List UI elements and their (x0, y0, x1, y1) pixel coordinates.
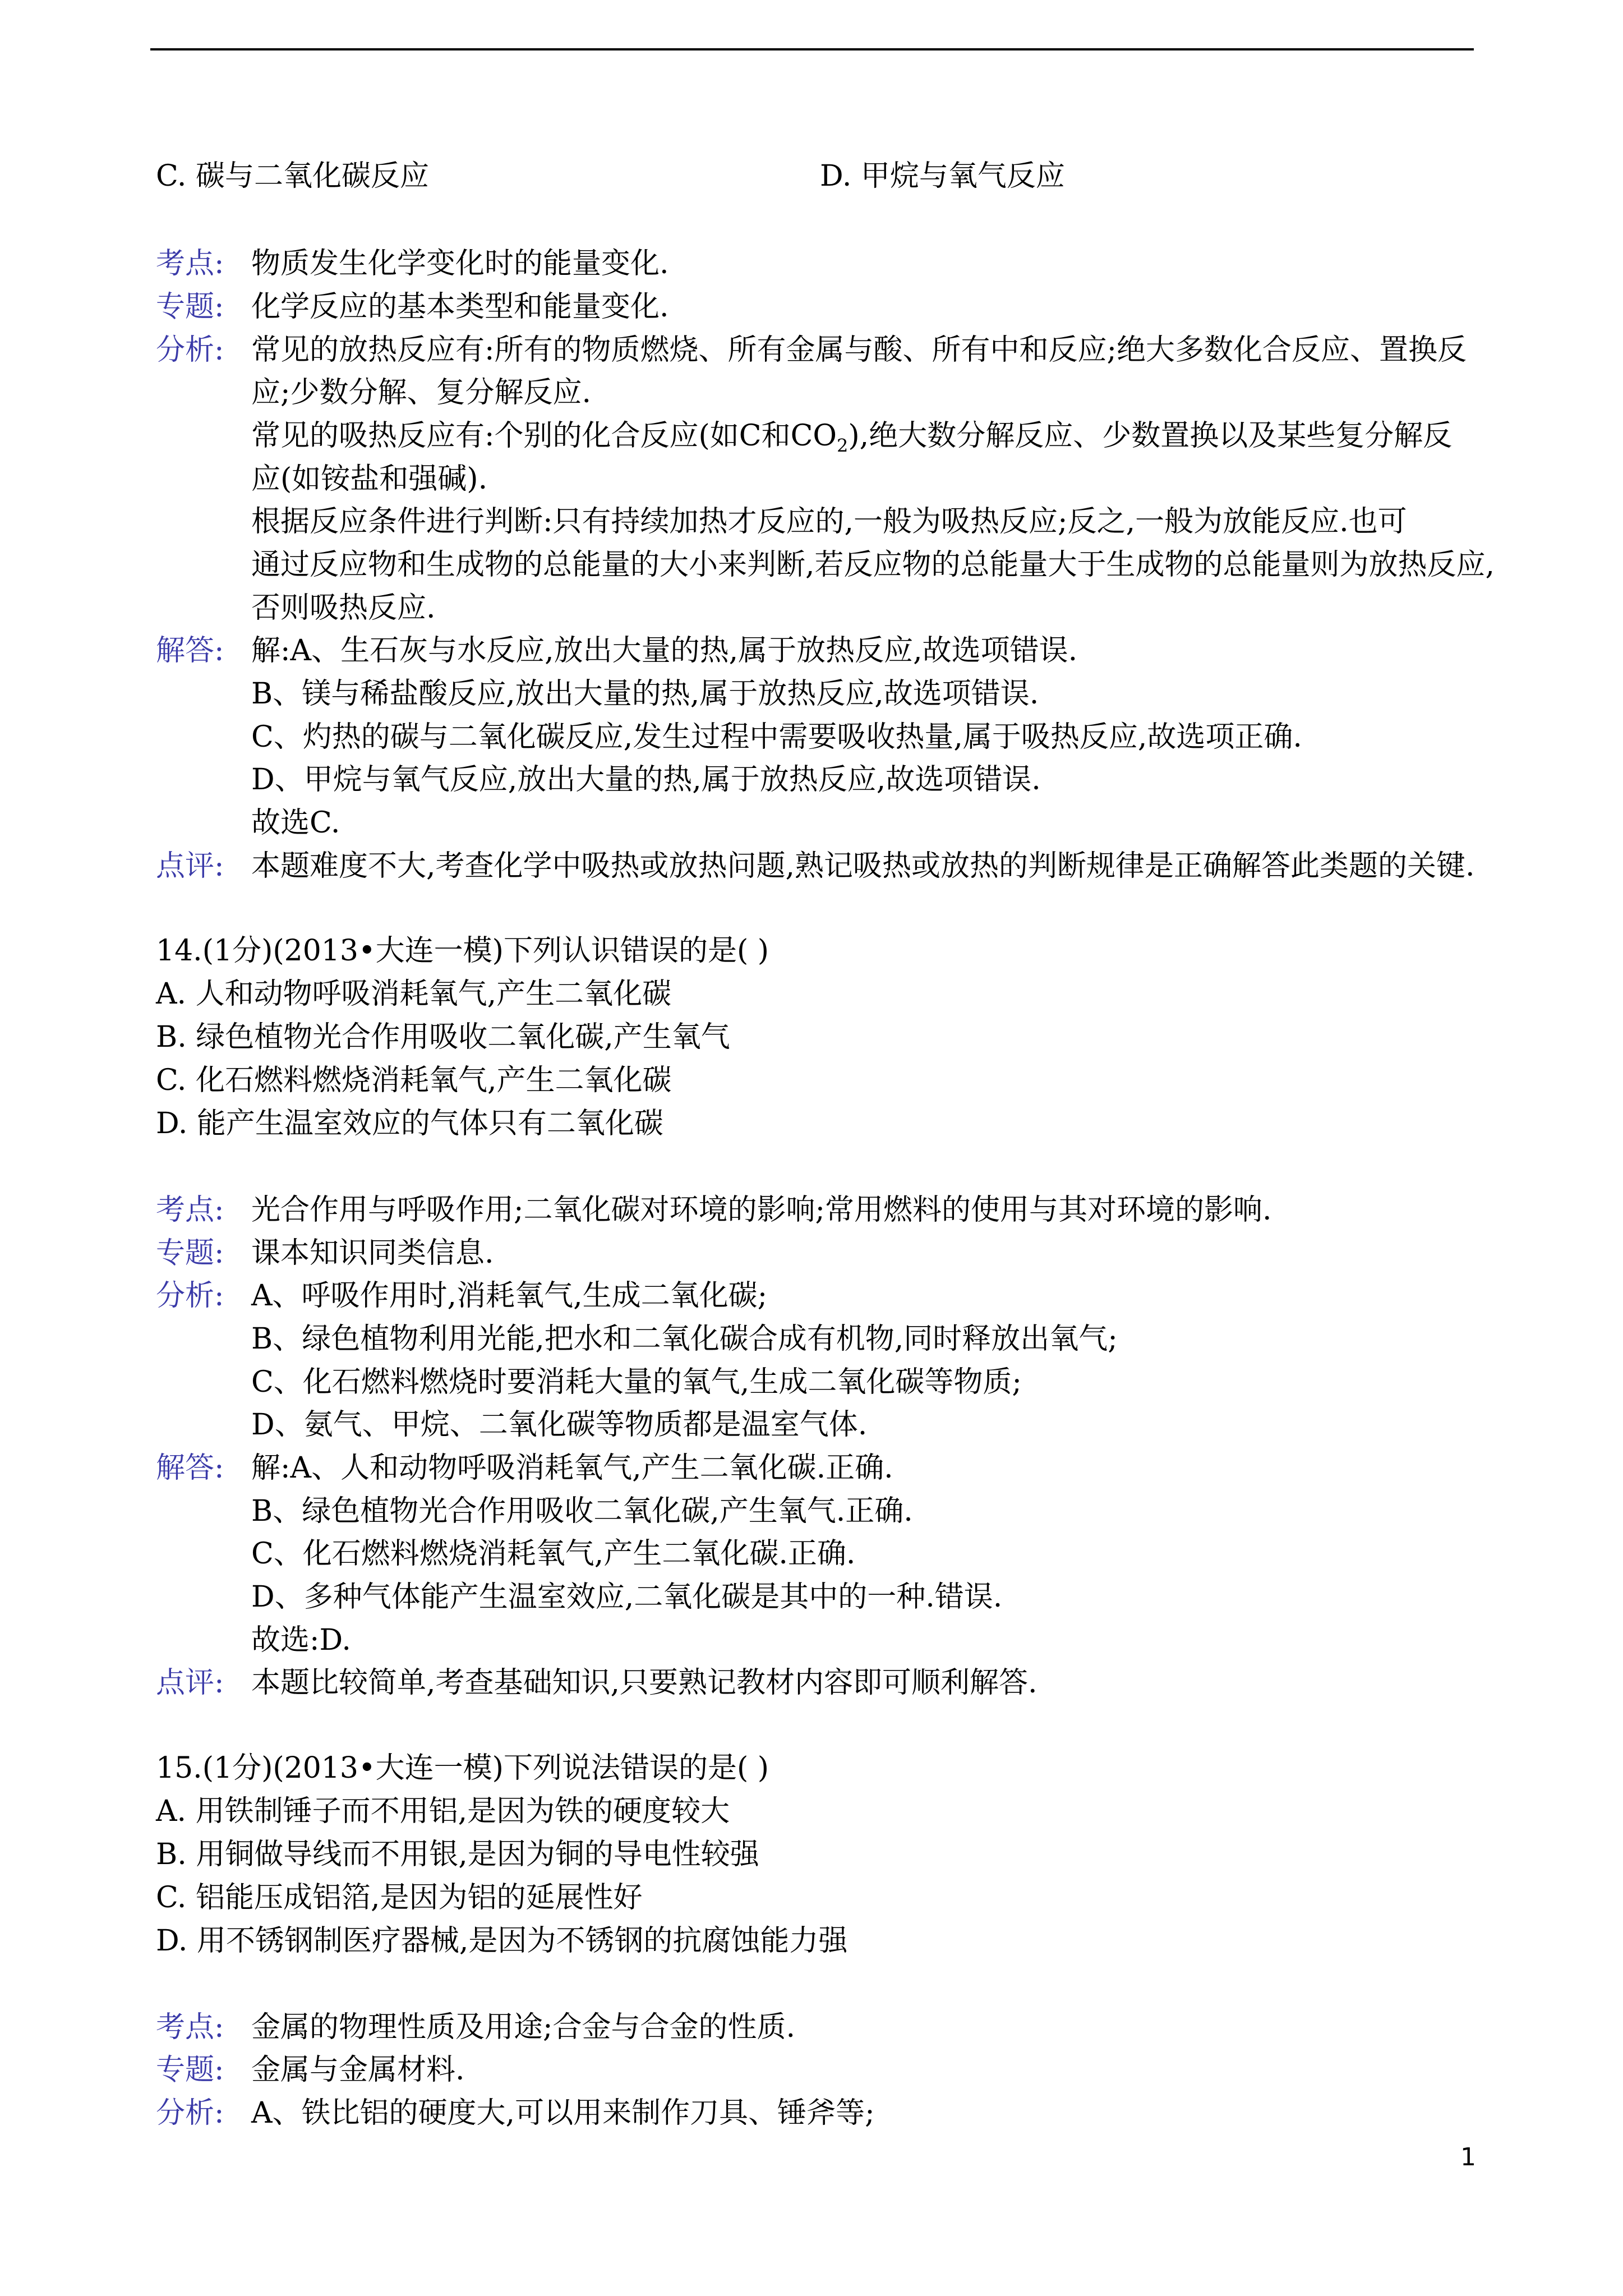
q14-fenxi-line: B、绿色植物利用光能,把水和二氧化碳合成有机物,同时释放出氧气; (251, 1322, 1118, 1356)
q14-jieda-line: C、化石燃料燃烧消耗氧气,产生二氧化碳.正确. (251, 1537, 856, 1571)
q13-kaodian-label: 考点: (156, 247, 224, 280)
q15-option-c: C. 铝能压成铝箔,是因为铝的延展性好 (156, 1881, 643, 1915)
q13-fenxi-subscript: 2 (837, 435, 849, 457)
header-rule (150, 48, 1474, 50)
q14-option-b: B. 绿色植物光合作用吸收二氧化碳,产生氧气 (156, 1020, 730, 1054)
q13-jieda-line: C、灼热的碳与二氧化碳反应,发生过程中需要吸收热量,属于吸热反应,故选项正确. (251, 720, 1302, 754)
q14-kaodian: 光合作用与呼吸作用;二氧化碳对环境的影响;常用燃料的使用与其对环境的影响. (251, 1193, 1272, 1227)
q14-fenxi-label: 分析: (156, 1279, 224, 1313)
page-number: 1 (1460, 2143, 1476, 2171)
q14-kaodian-label: 考点: (156, 1193, 224, 1227)
q15-kaodian-label: 考点: (156, 2010, 224, 2044)
q13-fenxi-line: 否则吸热反应. (251, 591, 436, 625)
q14-fenxi-line: A、呼吸作用时,消耗氧气,生成二氧化碳; (251, 1279, 768, 1313)
q14-option-d: D. 能产生温室效应的气体只有二氧化碳 (156, 1107, 663, 1140)
q14-zhuanti: 课本知识同类信息. (251, 1236, 494, 1270)
q14-fenxi-line: D、氨气、甲烷、二氧化碳等物质都是温室气体. (251, 1408, 868, 1442)
q15-option-a: A. 用铁制锤子而不用铝,是因为铁的硬度较大 (156, 1795, 730, 1828)
q13-fenxi-line: 应;少数分解、复分解反应. (251, 376, 592, 409)
q13-zhuanti-label: 专题: (156, 290, 224, 324)
q15-zhuanti: 金属与金属材料. (251, 2053, 465, 2087)
q15-option-b: B. 用铜做导线而不用银,是因为铜的导电性较强 (156, 1838, 759, 1871)
q14-dianping: 本题比较简单,考查基础知识,只要熟记教材内容即可顺利解答. (251, 1666, 1038, 1700)
q13-fenxi-line (251, 418, 1453, 457)
q14-jieda-line: 故选:D. (251, 1623, 351, 1657)
q15-option-d: D. 用不锈钢制医疗器械,是因为不锈钢的抗腐蚀能力强 (156, 1924, 848, 1958)
q14-option-a: A. 人和动物呼吸消耗氧气,产生二氧化碳 (156, 977, 672, 1011)
q14-jieda-label: 解答: (156, 1451, 224, 1485)
q15-fenxi-label: 分析: (156, 2096, 224, 2130)
q13-jieda-line: B、镁与稀盐酸反应,放出大量的热,属于放热反应,故选项错误. (251, 677, 1039, 711)
q15-zhuanti-label: 专题: (156, 2053, 224, 2087)
q15-fenxi-line: A、铁比铝的硬度大,可以用来制作刀具、锤斧等; (251, 2096, 875, 2130)
q15-stem: 15.(1分)(2013•大连一模)下列说法错误的是( ) (156, 1751, 769, 1785)
q14-jieda-line: D、多种气体能产生温室效应,二氧化碳是其中的一种.错误. (251, 1580, 1003, 1614)
q13-fenxi-text: 常见的吸热反应有:个别的化合反应(如C和CO (251, 419, 837, 453)
q13-kaodian: 物质发生化学变化时的能量变化. (251, 247, 669, 280)
q13-zhuanti: 化学反应的基本类型和能量变化. (251, 290, 669, 324)
q13-fenxi-line: 根据反应条件进行判断:只有持续加热才反应的,一般为吸热反应;反之,一般为放能反应.也可 (251, 505, 1407, 539)
q13-dianping: 本题难度不大,考查化学中吸热或放热问题,熟记吸热或放热的判断规律是正确解答此类题的关键. (251, 849, 1475, 883)
q14-stem: 14.(1分)(2013•大连一模)下列认识错误的是( ) (156, 934, 769, 968)
q13-option-d: D. 甲烷与氧气反应 (820, 159, 1065, 193)
q14-option-c: C. 化石燃料燃烧消耗氧气,产生二氧化碳 (156, 1064, 672, 1097)
q13-fenxi-label: 分析: (156, 333, 224, 367)
q13-fenxi-text-tail: ),绝大数分解反应、少数置换以及某些复分解反 (848, 419, 1453, 453)
q13-jieda-label: 解答: (156, 634, 224, 668)
q14-fenxi-line: C、化石燃料燃烧时要消耗大量的氧气,生成二氧化碳等物质; (251, 1365, 1022, 1399)
q13-jieda-line: D、甲烷与氧气反应,放出大量的热,属于放热反应,故选项错误. (251, 763, 1041, 797)
q15-kaodian: 金属的物理性质及用途;合金与合金的性质. (251, 2010, 796, 2044)
q14-jieda-line: 解:A、人和动物呼吸消耗氧气,产生二氧化碳.正确. (251, 1451, 893, 1485)
q14-zhuanti-label: 专题: (156, 1236, 224, 1270)
q13-fenxi-line: 应(如铵盐和强碱). (251, 462, 488, 496)
q13-jieda-line: 解:A、生石灰与水反应,放出大量的热,属于放热反应,故选项错误. (251, 634, 1078, 668)
q13-fenxi-line: 常见的放热反应有:所有的物质燃烧、所有金属与酸、所有中和反应;绝大多数化合反应、置换反 (251, 333, 1467, 367)
q13-jieda-line: 故选C. (251, 806, 340, 840)
q13-dianping-label: 点评: (156, 849, 224, 883)
q14-dianping-label: 点评: (156, 1666, 224, 1700)
q13-fenxi-line: 通过反应物和生成物的总能量的大小来判断,若反应物的总能量大于生成物的总能量则为放热反应, (251, 548, 1495, 582)
q13-option-c: C. 碳与二氧化碳反应 (156, 159, 429, 193)
q14-jieda-line: B、绿色植物光合作用吸收二氧化碳,产生氧气.正确. (251, 1494, 913, 1528)
